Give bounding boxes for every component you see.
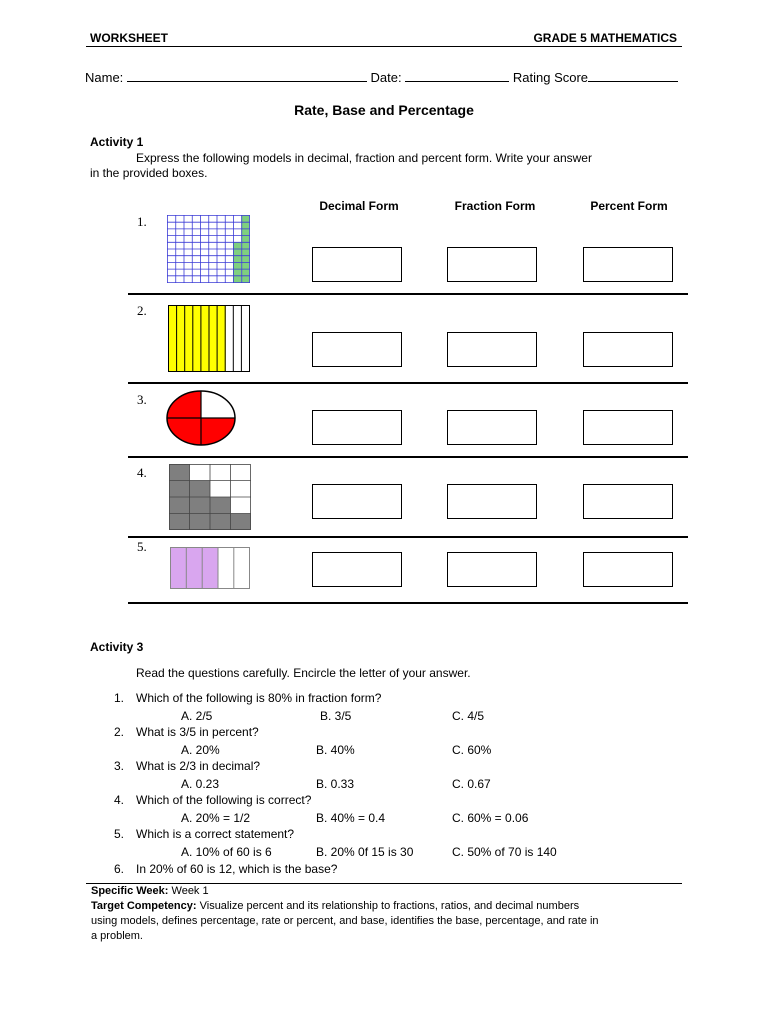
answer-box-5-fraction[interactable]	[447, 552, 537, 587]
competency-label: Target Competency:	[91, 900, 197, 912]
choice-b[interactable]: B. 40% = 0.4	[316, 811, 386, 825]
competency-text-2: using models, defines percentage, rate or percent, and base, identifies the base, percentage, and rate in	[91, 915, 599, 927]
answer-box-1-fraction[interactable]	[447, 247, 537, 282]
question-number: 2.	[114, 725, 125, 739]
answer-box-2-percent[interactable]	[583, 332, 673, 367]
question-text: Which of the following is 80% in fraction form?	[136, 691, 382, 705]
col-decimal-form: Decimal Form	[319, 199, 399, 213]
page-title: Rate, Base and Percentage	[294, 102, 474, 118]
info-line	[85, 69, 685, 85]
activity1-instruction-line2: in the provided boxes.	[90, 166, 208, 180]
choice-c[interactable]: C. 4/5	[452, 709, 485, 723]
name-field[interactable]	[127, 69, 367, 82]
footer-rule	[86, 883, 682, 884]
col-percent-form: Percent Form	[590, 199, 668, 213]
question-text: In 20% of 60 is 12, which is the base?	[136, 862, 338, 876]
question-text: Which of the following is correct?	[136, 793, 312, 807]
row-divider	[128, 293, 688, 295]
choice-a[interactable]: A. 2/5	[181, 709, 213, 723]
week-value: Week 1	[171, 885, 209, 897]
question-text: What is 2/3 in decimal?	[136, 759, 261, 773]
answer-box-3-decimal[interactable]	[312, 410, 402, 445]
activity1-instruction-line1: Express the following models in decimal, fraction and percent form. Write your answer	[136, 151, 592, 165]
competency-text-1: Visualize percent and its relationship to fractions, ratios, and decimal numbers	[199, 900, 580, 912]
question-number: 6.	[114, 862, 125, 876]
activity3-heading: Activity 3	[90, 640, 144, 654]
answer-box-4-fraction[interactable]	[447, 484, 537, 519]
answer-box-5-decimal[interactable]	[312, 552, 402, 587]
choice-c[interactable]: C. 60%	[452, 743, 492, 757]
specific-week	[91, 885, 209, 897]
question-text: What is 3/5 in percent?	[136, 725, 259, 739]
item-number-4: 4.	[137, 465, 147, 480]
answer-box-2-decimal[interactable]	[312, 332, 402, 367]
week-label: Specific Week:	[91, 885, 169, 897]
choice-b[interactable]: B. 3/5	[320, 709, 352, 723]
rating-label: Rating Score	[512, 70, 589, 85]
item-number-5: 5.	[137, 539, 147, 554]
item-number-3: 3.	[137, 392, 147, 407]
answer-box-3-percent[interactable]	[583, 410, 673, 445]
question-number: 5.	[114, 827, 125, 841]
row-divider	[128, 382, 688, 384]
choice-b[interactable]: B. 20% 0f 15 is 30	[316, 845, 414, 859]
choice-a[interactable]: A. 0.23	[181, 777, 220, 791]
grade-label: GRADE 5 MATHEMATICS	[533, 31, 677, 45]
choice-c[interactable]: C. 60% = 0.06	[452, 811, 529, 825]
header-rule	[86, 46, 682, 47]
answer-box-5-percent[interactable]	[583, 552, 673, 587]
col-fraction-form: Fraction Form	[454, 199, 536, 213]
model-1-hundred-grid	[167, 215, 250, 283]
model-3-circle	[166, 390, 238, 448]
answer-box-4-decimal[interactable]	[312, 484, 402, 519]
name-label: Name:	[85, 70, 124, 85]
rating-field[interactable]	[588, 69, 678, 82]
target-competency-line1	[91, 900, 579, 912]
choice-c[interactable]: C. 50% of 70 is 140	[452, 845, 557, 859]
activity3-instruction: Read the questions carefully. Encircle the letter of your answer.	[136, 666, 471, 680]
model-2-strips	[168, 305, 251, 372]
choice-a[interactable]: A. 10% of 60 is 6	[181, 845, 272, 859]
question-text: Which is a correct statement?	[136, 827, 295, 841]
answer-box-1-decimal[interactable]	[312, 247, 402, 282]
row-divider	[128, 456, 688, 458]
row-divider	[128, 602, 688, 604]
answer-box-3-fraction[interactable]	[447, 410, 537, 445]
choice-a[interactable]: A. 20%	[181, 743, 220, 757]
question-number: 1.	[114, 691, 125, 705]
question-number: 3.	[114, 759, 125, 773]
competency-text-3: a problem.	[91, 930, 143, 942]
date-label: Date:	[370, 70, 402, 85]
answer-box-4-percent[interactable]	[583, 484, 673, 519]
model-4-staircase	[169, 464, 251, 530]
choice-b[interactable]: B. 40%	[316, 743, 355, 757]
answer-box-2-fraction[interactable]	[447, 332, 537, 367]
date-field[interactable]	[405, 69, 509, 82]
activity1-heading: Activity 1	[90, 135, 144, 149]
choice-b[interactable]: B. 0.33	[316, 777, 355, 791]
choice-a[interactable]: A. 20% = 1/2	[181, 811, 251, 825]
worksheet-label: WORKSHEET	[90, 31, 168, 45]
item-number-1: 1.	[137, 214, 147, 229]
item-number-2: 2.	[137, 303, 147, 318]
answer-box-1-percent[interactable]	[583, 247, 673, 282]
question-number: 4.	[114, 793, 125, 807]
row-divider	[128, 536, 688, 538]
choice-c[interactable]: C. 0.67	[452, 777, 491, 791]
model-5-strips	[170, 547, 251, 589]
